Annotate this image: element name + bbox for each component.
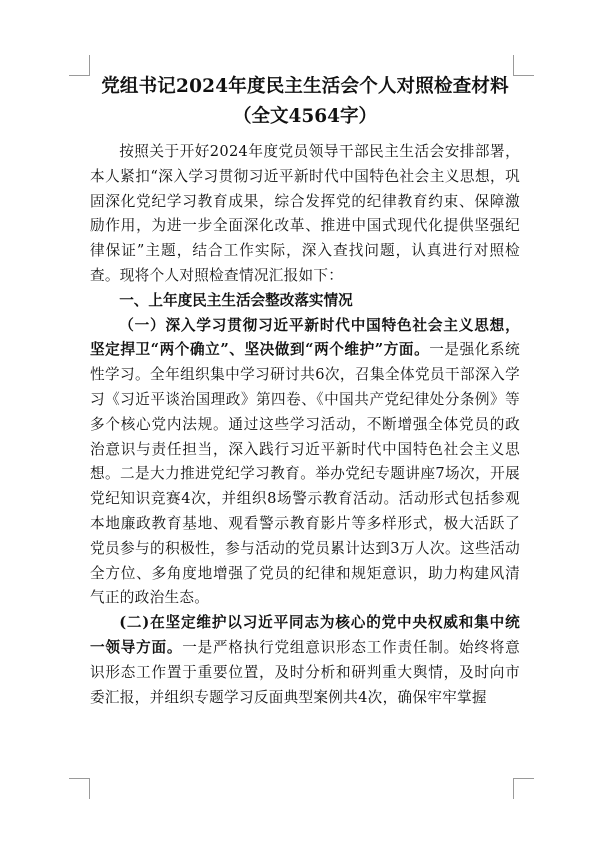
item-1-heading: （一）深入学习贯彻习近平新时代中国特色社会主义思想，坚定捍卫“两个确立”、坚决做到“两个维护”方面。 [90, 316, 520, 359]
crop-mark-top-left [69, 55, 90, 76]
section-heading-1: 一、上年度民主生活会整改落实情况 [119, 291, 353, 309]
document-title: 党组书记2024年度民主生活会个人对照检查材料 [101, 76, 509, 97]
document-subtitle: （全文4564字） [233, 106, 377, 127]
crop-mark-bottom-right [513, 778, 534, 799]
item-1-body: 一是强化系统性学习。全年组织集中学习研讨共6次，召集全体党员干部深入学习《习近平谈治国理政》第四卷、《中国共产党纪律处分条例》等多个核心党内法规。通过这些学习活动，不断增强全体党员的政治意识与责任担当，深入践行习近平新时代中国特色社会主义思想。二是大力推进党纪学习教育。举办党纪专题讲座7场次，开展党纪知识竞赛4次，并组织8场警示教育活动。活动形式包括参观本地廉政教育基地、观看警示教育影片等多样形式，极大活跃了党员参与的积极性，参与活动的党员累计达到3万人次。这些活动全方位、多角度地增强了党员的纪律和规矩意识，助力构建风清气正的政治生态。 [90, 341, 520, 607]
item-1-paragraph [90, 314, 520, 612]
item-2-body: 一是严格执行党组意识形态工作责任制。始终将意识形态工作置于重要位置，及时分析和研判重大舆情，及时向市委汇报，并组织专题学习反面典型案例共4次，确保牢牢掌握 [90, 638, 520, 706]
crop-mark-bottom-left [69, 778, 90, 799]
document-body [90, 72, 520, 710]
item-2-heading: (二)在坚定维护以习近平同志为核心的党中央权威和集中统一领导方面。 [90, 614, 520, 656]
item-2-paragraph [90, 611, 520, 710]
intro-paragraph: 按照关于开好2024年度党员领导干部民主生活会安排部署，本人紧扣“深入学习贯彻习近平新时代中国特色社会主义思想，巩固深化党纪学习教育成果，综合发挥党的纪律教育约束、保障激励作用，为进一步全面深化改革、推进中国式现代化提供坚强纪律保证”主题，结合工作实际，深入查找问题，认真进行对照检查。现将个人对照检查情况汇报如下： [90, 143, 520, 284]
